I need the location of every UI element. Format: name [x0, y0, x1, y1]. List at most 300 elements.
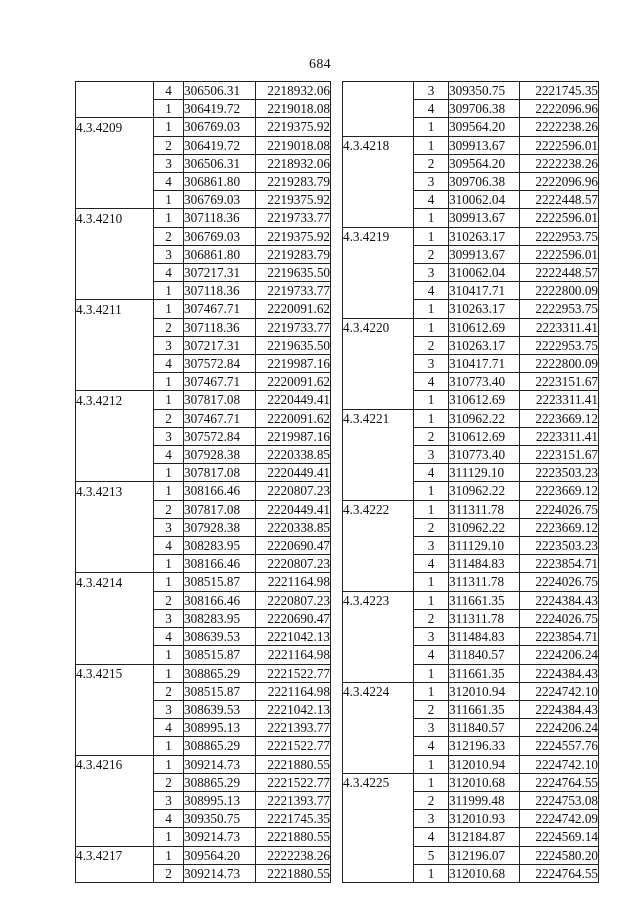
x-coordinate-cell: 312010.94 — [449, 682, 520, 700]
x-coordinate-cell: 308865.29 — [184, 664, 256, 682]
table-row — [76, 737, 331, 755]
y-coordinate-cell: 2224384.43 — [520, 664, 599, 682]
table-row — [76, 664, 331, 682]
y-coordinate-cell: 2224569.14 — [520, 828, 599, 846]
y-coordinate-cell: 2221042.13 — [256, 628, 331, 646]
point-number-cell: 1 — [154, 828, 184, 846]
table-row — [343, 264, 599, 282]
parcel-id-cell — [343, 82, 414, 100]
point-number-cell: 1 — [414, 118, 449, 136]
point-number-cell: 4 — [414, 100, 449, 118]
table-row — [343, 136, 599, 154]
x-coordinate-cell: 307572.84 — [184, 427, 256, 445]
coordinate-table-right — [342, 81, 599, 883]
parcel-id-cell — [76, 173, 154, 191]
x-coordinate-cell: 309913.67 — [449, 209, 520, 227]
x-coordinate-cell: 307817.08 — [184, 500, 256, 518]
table-row — [76, 82, 331, 100]
y-coordinate-cell: 2219283.79 — [256, 245, 331, 263]
parcel-id-cell — [76, 264, 154, 282]
table-row — [76, 609, 331, 627]
parcel-id-cell — [76, 719, 154, 737]
parcel-id-cell — [76, 464, 154, 482]
table-row — [76, 446, 331, 464]
x-coordinate-cell: 312010.94 — [449, 755, 520, 773]
parcel-id-cell — [343, 300, 414, 318]
x-coordinate-cell: 307467.71 — [184, 373, 256, 391]
x-coordinate-cell: 310263.17 — [449, 300, 520, 318]
point-number-cell: 3 — [154, 336, 184, 354]
point-number-cell: 3 — [154, 700, 184, 718]
x-coordinate-cell: 308865.29 — [184, 773, 256, 791]
point-number-cell: 1 — [154, 391, 184, 409]
table-row — [343, 227, 599, 245]
x-coordinate-cell: 312010.68 — [449, 864, 520, 882]
point-number-cell: 3 — [154, 609, 184, 627]
parcel-id-cell — [343, 664, 414, 682]
parcel-id-cell — [343, 755, 414, 773]
parcel-id-cell — [76, 682, 154, 700]
point-number-cell: 2 — [154, 227, 184, 245]
parcel-id-cell — [76, 555, 154, 573]
point-number-cell: 1 — [414, 864, 449, 882]
y-coordinate-cell: 2223503.23 — [520, 537, 599, 555]
x-coordinate-cell: 312196.07 — [449, 846, 520, 864]
point-number-cell: 3 — [414, 537, 449, 555]
y-coordinate-cell: 2221042.13 — [256, 700, 331, 718]
y-coordinate-cell: 2223854.71 — [520, 628, 599, 646]
parcel-id-cell — [343, 464, 414, 482]
x-coordinate-cell: 311661.35 — [449, 591, 520, 609]
parcel-id-cell: 4.3.4225 — [343, 773, 414, 791]
table-row — [76, 500, 331, 518]
y-coordinate-cell: 2219375.92 — [256, 227, 331, 245]
x-coordinate-cell: 309913.67 — [449, 245, 520, 263]
table-row — [76, 264, 331, 282]
y-coordinate-cell: 2222238.26 — [520, 118, 599, 136]
point-number-cell: 3 — [414, 446, 449, 464]
point-number-cell: 2 — [414, 427, 449, 445]
point-number-cell: 1 — [154, 646, 184, 664]
table-row — [76, 318, 331, 336]
table-row — [76, 555, 331, 573]
parcel-id-cell: 4.3.4215 — [76, 664, 154, 682]
x-coordinate-cell: 307217.31 — [184, 336, 256, 354]
y-coordinate-cell: 2221880.55 — [256, 755, 331, 773]
y-coordinate-cell: 2223311.41 — [520, 427, 599, 445]
point-number-cell: 2 — [154, 682, 184, 700]
x-coordinate-cell: 310773.40 — [449, 373, 520, 391]
parcel-id-cell — [76, 791, 154, 809]
point-number-cell: 1 — [414, 391, 449, 409]
parcel-id-cell — [343, 864, 414, 882]
parcel-id-cell — [343, 173, 414, 191]
point-number-cell: 1 — [154, 664, 184, 682]
x-coordinate-cell: 307572.84 — [184, 355, 256, 373]
x-coordinate-cell: 311311.78 — [449, 609, 520, 627]
parcel-id-cell: 4.3.4214 — [76, 573, 154, 591]
point-number-cell: 4 — [414, 373, 449, 391]
table-row — [343, 791, 599, 809]
point-number-cell: 4 — [154, 173, 184, 191]
x-coordinate-cell: 309350.75 — [184, 810, 256, 828]
parcel-id-cell — [76, 609, 154, 627]
table-row — [343, 573, 599, 591]
point-number-cell: 3 — [414, 173, 449, 191]
table-row — [76, 810, 331, 828]
table-row — [76, 118, 331, 136]
point-number-cell: 3 — [414, 264, 449, 282]
point-number-cell: 4 — [414, 828, 449, 846]
x-coordinate-cell: 308515.87 — [184, 682, 256, 700]
y-coordinate-cell: 2222096.96 — [520, 100, 599, 118]
parcel-id-cell — [343, 191, 414, 209]
parcel-id-cell: 4.3.4219 — [343, 227, 414, 245]
x-coordinate-cell: 306861.80 — [184, 173, 256, 191]
y-coordinate-cell: 2224557.76 — [520, 737, 599, 755]
table-row — [343, 464, 599, 482]
x-coordinate-cell: 309706.38 — [449, 100, 520, 118]
table-row — [343, 719, 599, 737]
y-coordinate-cell: 2219375.92 — [256, 191, 331, 209]
table-row — [76, 300, 331, 318]
point-number-cell: 2 — [154, 136, 184, 154]
x-coordinate-cell: 308995.13 — [184, 719, 256, 737]
table-row — [76, 282, 331, 300]
point-number-cell: 1 — [154, 100, 184, 118]
table-row — [76, 464, 331, 482]
table-row — [76, 191, 331, 209]
point-number-cell: 4 — [154, 810, 184, 828]
point-number-cell: 3 — [414, 628, 449, 646]
y-coordinate-cell: 2221393.77 — [256, 791, 331, 809]
y-coordinate-cell: 2224206.24 — [520, 646, 599, 664]
y-coordinate-cell: 2220338.85 — [256, 518, 331, 536]
y-coordinate-cell: 2221164.98 — [256, 573, 331, 591]
point-number-cell: 1 — [414, 227, 449, 245]
y-coordinate-cell: 2221880.55 — [256, 864, 331, 882]
x-coordinate-cell: 308865.29 — [184, 737, 256, 755]
parcel-id-cell: 4.3.4212 — [76, 391, 154, 409]
y-coordinate-cell: 2223669.12 — [520, 409, 599, 427]
y-coordinate-cell: 2219733.77 — [256, 318, 331, 336]
table-row — [343, 318, 599, 336]
table-row — [76, 628, 331, 646]
point-number-cell: 1 — [154, 118, 184, 136]
parcel-id-cell — [76, 537, 154, 555]
y-coordinate-cell: 2221880.55 — [256, 828, 331, 846]
point-number-cell: 3 — [154, 518, 184, 536]
parcel-id-cell — [76, 245, 154, 263]
x-coordinate-cell: 312196.33 — [449, 737, 520, 755]
parcel-id-cell — [343, 609, 414, 627]
table-row — [76, 482, 331, 500]
x-coordinate-cell: 309564.20 — [449, 118, 520, 136]
y-coordinate-cell: 2221745.35 — [256, 810, 331, 828]
table-row — [76, 227, 331, 245]
x-coordinate-cell: 312010.93 — [449, 810, 520, 828]
x-coordinate-cell: 310612.69 — [449, 391, 520, 409]
table-row — [343, 737, 599, 755]
x-coordinate-cell: 308995.13 — [184, 791, 256, 809]
y-coordinate-cell: 2223854.71 — [520, 555, 599, 573]
y-coordinate-cell: 2220690.47 — [256, 609, 331, 627]
point-number-cell: 1 — [154, 209, 184, 227]
x-coordinate-cell: 307928.38 — [184, 446, 256, 464]
point-number-cell: 2 — [414, 518, 449, 536]
x-coordinate-cell: 309214.73 — [184, 864, 256, 882]
y-coordinate-cell: 2224742.10 — [520, 682, 599, 700]
point-number-cell: 2 — [154, 773, 184, 791]
table-row — [76, 573, 331, 591]
table-row — [76, 537, 331, 555]
x-coordinate-cell: 311129.10 — [449, 464, 520, 482]
y-coordinate-cell: 2221522.77 — [256, 773, 331, 791]
page-number: 684 — [309, 57, 331, 72]
table-row — [76, 209, 331, 227]
table-row — [76, 245, 331, 263]
table-row — [343, 482, 599, 500]
x-coordinate-cell: 312010.68 — [449, 773, 520, 791]
parcel-id-cell — [343, 355, 414, 373]
parcel-id-cell — [343, 282, 414, 300]
y-coordinate-cell: 2219635.50 — [256, 264, 331, 282]
point-number-cell: 2 — [154, 864, 184, 882]
parcel-id-cell — [76, 500, 154, 518]
x-coordinate-cell: 310417.71 — [449, 355, 520, 373]
parcel-id-cell — [343, 518, 414, 536]
y-coordinate-cell: 2223669.12 — [520, 482, 599, 500]
x-coordinate-cell: 306506.31 — [184, 82, 256, 100]
y-coordinate-cell: 2222596.01 — [520, 136, 599, 154]
parcel-id-cell — [76, 646, 154, 664]
parcel-id-cell — [76, 864, 154, 882]
point-number-cell: 2 — [414, 154, 449, 172]
parcel-id-cell — [343, 209, 414, 227]
y-coordinate-cell: 2220338.85 — [256, 446, 331, 464]
point-number-cell: 2 — [154, 500, 184, 518]
point-number-cell: 4 — [154, 355, 184, 373]
x-coordinate-cell: 310417.71 — [449, 282, 520, 300]
x-coordinate-cell: 306769.03 — [184, 227, 256, 245]
x-coordinate-cell: 307217.31 — [184, 264, 256, 282]
y-coordinate-cell: 2221745.35 — [520, 82, 599, 100]
parcel-id-cell — [343, 427, 414, 445]
y-coordinate-cell: 2224764.55 — [520, 773, 599, 791]
y-coordinate-cell: 2222448.57 — [520, 191, 599, 209]
y-coordinate-cell: 2220690.47 — [256, 537, 331, 555]
table-row — [343, 391, 599, 409]
parcel-id-cell — [343, 737, 414, 755]
parcel-id-cell — [76, 427, 154, 445]
point-number-cell: 3 — [154, 427, 184, 445]
parcel-id-cell — [343, 846, 414, 864]
point-number-cell: 1 — [414, 482, 449, 500]
x-coordinate-cell: 308166.46 — [184, 555, 256, 573]
x-coordinate-cell: 311840.57 — [449, 719, 520, 737]
parcel-id-cell: 4.3.4217 — [76, 846, 154, 864]
point-number-cell: 4 — [414, 737, 449, 755]
x-coordinate-cell: 310773.40 — [449, 446, 520, 464]
table-row — [343, 355, 599, 373]
point-number-cell: 4 — [414, 464, 449, 482]
y-coordinate-cell: 2220091.62 — [256, 409, 331, 427]
y-coordinate-cell: 2221164.98 — [256, 646, 331, 664]
table-row — [343, 628, 599, 646]
parcel-id-cell — [343, 373, 414, 391]
x-coordinate-cell: 310612.69 — [449, 427, 520, 445]
y-coordinate-cell: 2224742.10 — [520, 755, 599, 773]
x-coordinate-cell: 306506.31 — [184, 154, 256, 172]
y-coordinate-cell: 2222596.01 — [520, 209, 599, 227]
point-number-cell: 1 — [414, 755, 449, 773]
y-coordinate-cell: 2222953.75 — [520, 300, 599, 318]
table-row — [76, 100, 331, 118]
point-number-cell: 4 — [154, 446, 184, 464]
x-coordinate-cell: 310263.17 — [449, 336, 520, 354]
x-coordinate-cell: 309214.73 — [184, 828, 256, 846]
x-coordinate-cell: 308639.53 — [184, 628, 256, 646]
point-number-cell: 3 — [154, 245, 184, 263]
x-coordinate-cell: 307118.36 — [184, 209, 256, 227]
x-coordinate-cell: 308639.53 — [184, 700, 256, 718]
parcel-id-cell — [76, 828, 154, 846]
point-number-cell: 1 — [414, 136, 449, 154]
table-row — [76, 791, 331, 809]
y-coordinate-cell: 2222448.57 — [520, 264, 599, 282]
x-coordinate-cell: 310962.22 — [449, 518, 520, 536]
table-row — [343, 682, 599, 700]
y-coordinate-cell: 2220449.41 — [256, 500, 331, 518]
point-number-cell: 1 — [154, 737, 184, 755]
point-number-cell: 2 — [414, 609, 449, 627]
parcel-id-cell — [76, 518, 154, 536]
table-row — [343, 300, 599, 318]
y-coordinate-cell: 2219018.08 — [256, 136, 331, 154]
table-row — [343, 427, 599, 445]
point-number-cell: 1 — [154, 464, 184, 482]
table-row — [343, 373, 599, 391]
point-number-cell: 4 — [154, 628, 184, 646]
parcel-id-cell — [343, 719, 414, 737]
y-coordinate-cell: 2220807.23 — [256, 591, 331, 609]
x-coordinate-cell: 311661.35 — [449, 664, 520, 682]
table-row — [76, 591, 331, 609]
table-row — [343, 154, 599, 172]
x-coordinate-cell: 310263.17 — [449, 227, 520, 245]
parcel-id-cell: 4.3.4218 — [343, 136, 414, 154]
parcel-id-cell: 4.3.4209 — [76, 118, 154, 136]
parcel-id-cell — [343, 628, 414, 646]
table-row — [76, 682, 331, 700]
x-coordinate-cell: 307817.08 — [184, 391, 256, 409]
x-coordinate-cell: 309564.20 — [449, 154, 520, 172]
table-row — [343, 609, 599, 627]
x-coordinate-cell: 307467.71 — [184, 300, 256, 318]
x-coordinate-cell: 306419.72 — [184, 136, 256, 154]
parcel-id-cell: 4.3.4216 — [76, 755, 154, 773]
y-coordinate-cell: 2220449.41 — [256, 464, 331, 482]
point-number-cell: 1 — [154, 555, 184, 573]
x-coordinate-cell: 307118.36 — [184, 318, 256, 336]
x-coordinate-cell: 311484.83 — [449, 628, 520, 646]
y-coordinate-cell: 2222800.09 — [520, 355, 599, 373]
point-number-cell: 1 — [154, 191, 184, 209]
point-number-cell: 4 — [154, 537, 184, 555]
y-coordinate-cell: 2224580.20 — [520, 846, 599, 864]
point-number-cell: 1 — [414, 591, 449, 609]
table-row — [343, 755, 599, 773]
y-coordinate-cell: 2219987.16 — [256, 355, 331, 373]
table-row — [343, 591, 599, 609]
parcel-id-cell: 4.3.4221 — [343, 409, 414, 427]
x-coordinate-cell: 309913.67 — [449, 136, 520, 154]
y-coordinate-cell: 2222096.96 — [520, 173, 599, 191]
point-number-cell: 4 — [414, 282, 449, 300]
parcel-id-cell — [76, 737, 154, 755]
y-coordinate-cell: 2222953.75 — [520, 227, 599, 245]
y-coordinate-cell: 2219283.79 — [256, 173, 331, 191]
parcel-id-cell — [343, 446, 414, 464]
point-number-cell: 1 — [154, 482, 184, 500]
point-number-cell: 5 — [414, 846, 449, 864]
parcel-id-cell — [343, 573, 414, 591]
table-row — [76, 864, 331, 882]
parcel-id-cell — [76, 227, 154, 245]
point-number-cell: 4 — [154, 264, 184, 282]
y-coordinate-cell: 2219635.50 — [256, 336, 331, 354]
parcel-id-cell: 4.3.4210 — [76, 209, 154, 227]
x-coordinate-cell: 311311.78 — [449, 500, 520, 518]
x-coordinate-cell: 312184.87 — [449, 828, 520, 846]
parcel-id-cell — [76, 446, 154, 464]
point-number-cell: 1 — [154, 300, 184, 318]
point-number-cell: 2 — [414, 245, 449, 263]
parcel-id-cell — [343, 555, 414, 573]
x-coordinate-cell: 308283.95 — [184, 609, 256, 627]
x-coordinate-cell: 308515.87 — [184, 646, 256, 664]
table-row — [343, 245, 599, 263]
table-row — [76, 355, 331, 373]
point-number-cell: 1 — [414, 773, 449, 791]
table-row — [76, 409, 331, 427]
parcel-id-cell — [343, 336, 414, 354]
x-coordinate-cell: 309564.20 — [184, 846, 256, 864]
y-coordinate-cell: 2224206.24 — [520, 719, 599, 737]
point-number-cell: 2 — [154, 409, 184, 427]
x-coordinate-cell: 310062.04 — [449, 264, 520, 282]
point-number-cell: 1 — [414, 500, 449, 518]
x-coordinate-cell: 311129.10 — [449, 537, 520, 555]
parcel-id-cell — [76, 136, 154, 154]
y-coordinate-cell: 2218932.06 — [256, 154, 331, 172]
parcel-id-cell — [76, 336, 154, 354]
x-coordinate-cell: 308166.46 — [184, 482, 256, 500]
point-number-cell: 1 — [154, 282, 184, 300]
parcel-id-cell — [76, 154, 154, 172]
point-number-cell: 3 — [154, 791, 184, 809]
parcel-id-cell — [343, 828, 414, 846]
table-row — [343, 537, 599, 555]
x-coordinate-cell: 310962.22 — [449, 409, 520, 427]
y-coordinate-cell: 2224384.43 — [520, 700, 599, 718]
table-row — [76, 518, 331, 536]
parcel-id-cell: 4.3.4211 — [76, 300, 154, 318]
x-coordinate-cell: 309350.75 — [449, 82, 520, 100]
table-row — [343, 409, 599, 427]
y-coordinate-cell: 2220807.23 — [256, 555, 331, 573]
x-coordinate-cell: 311484.83 — [449, 555, 520, 573]
